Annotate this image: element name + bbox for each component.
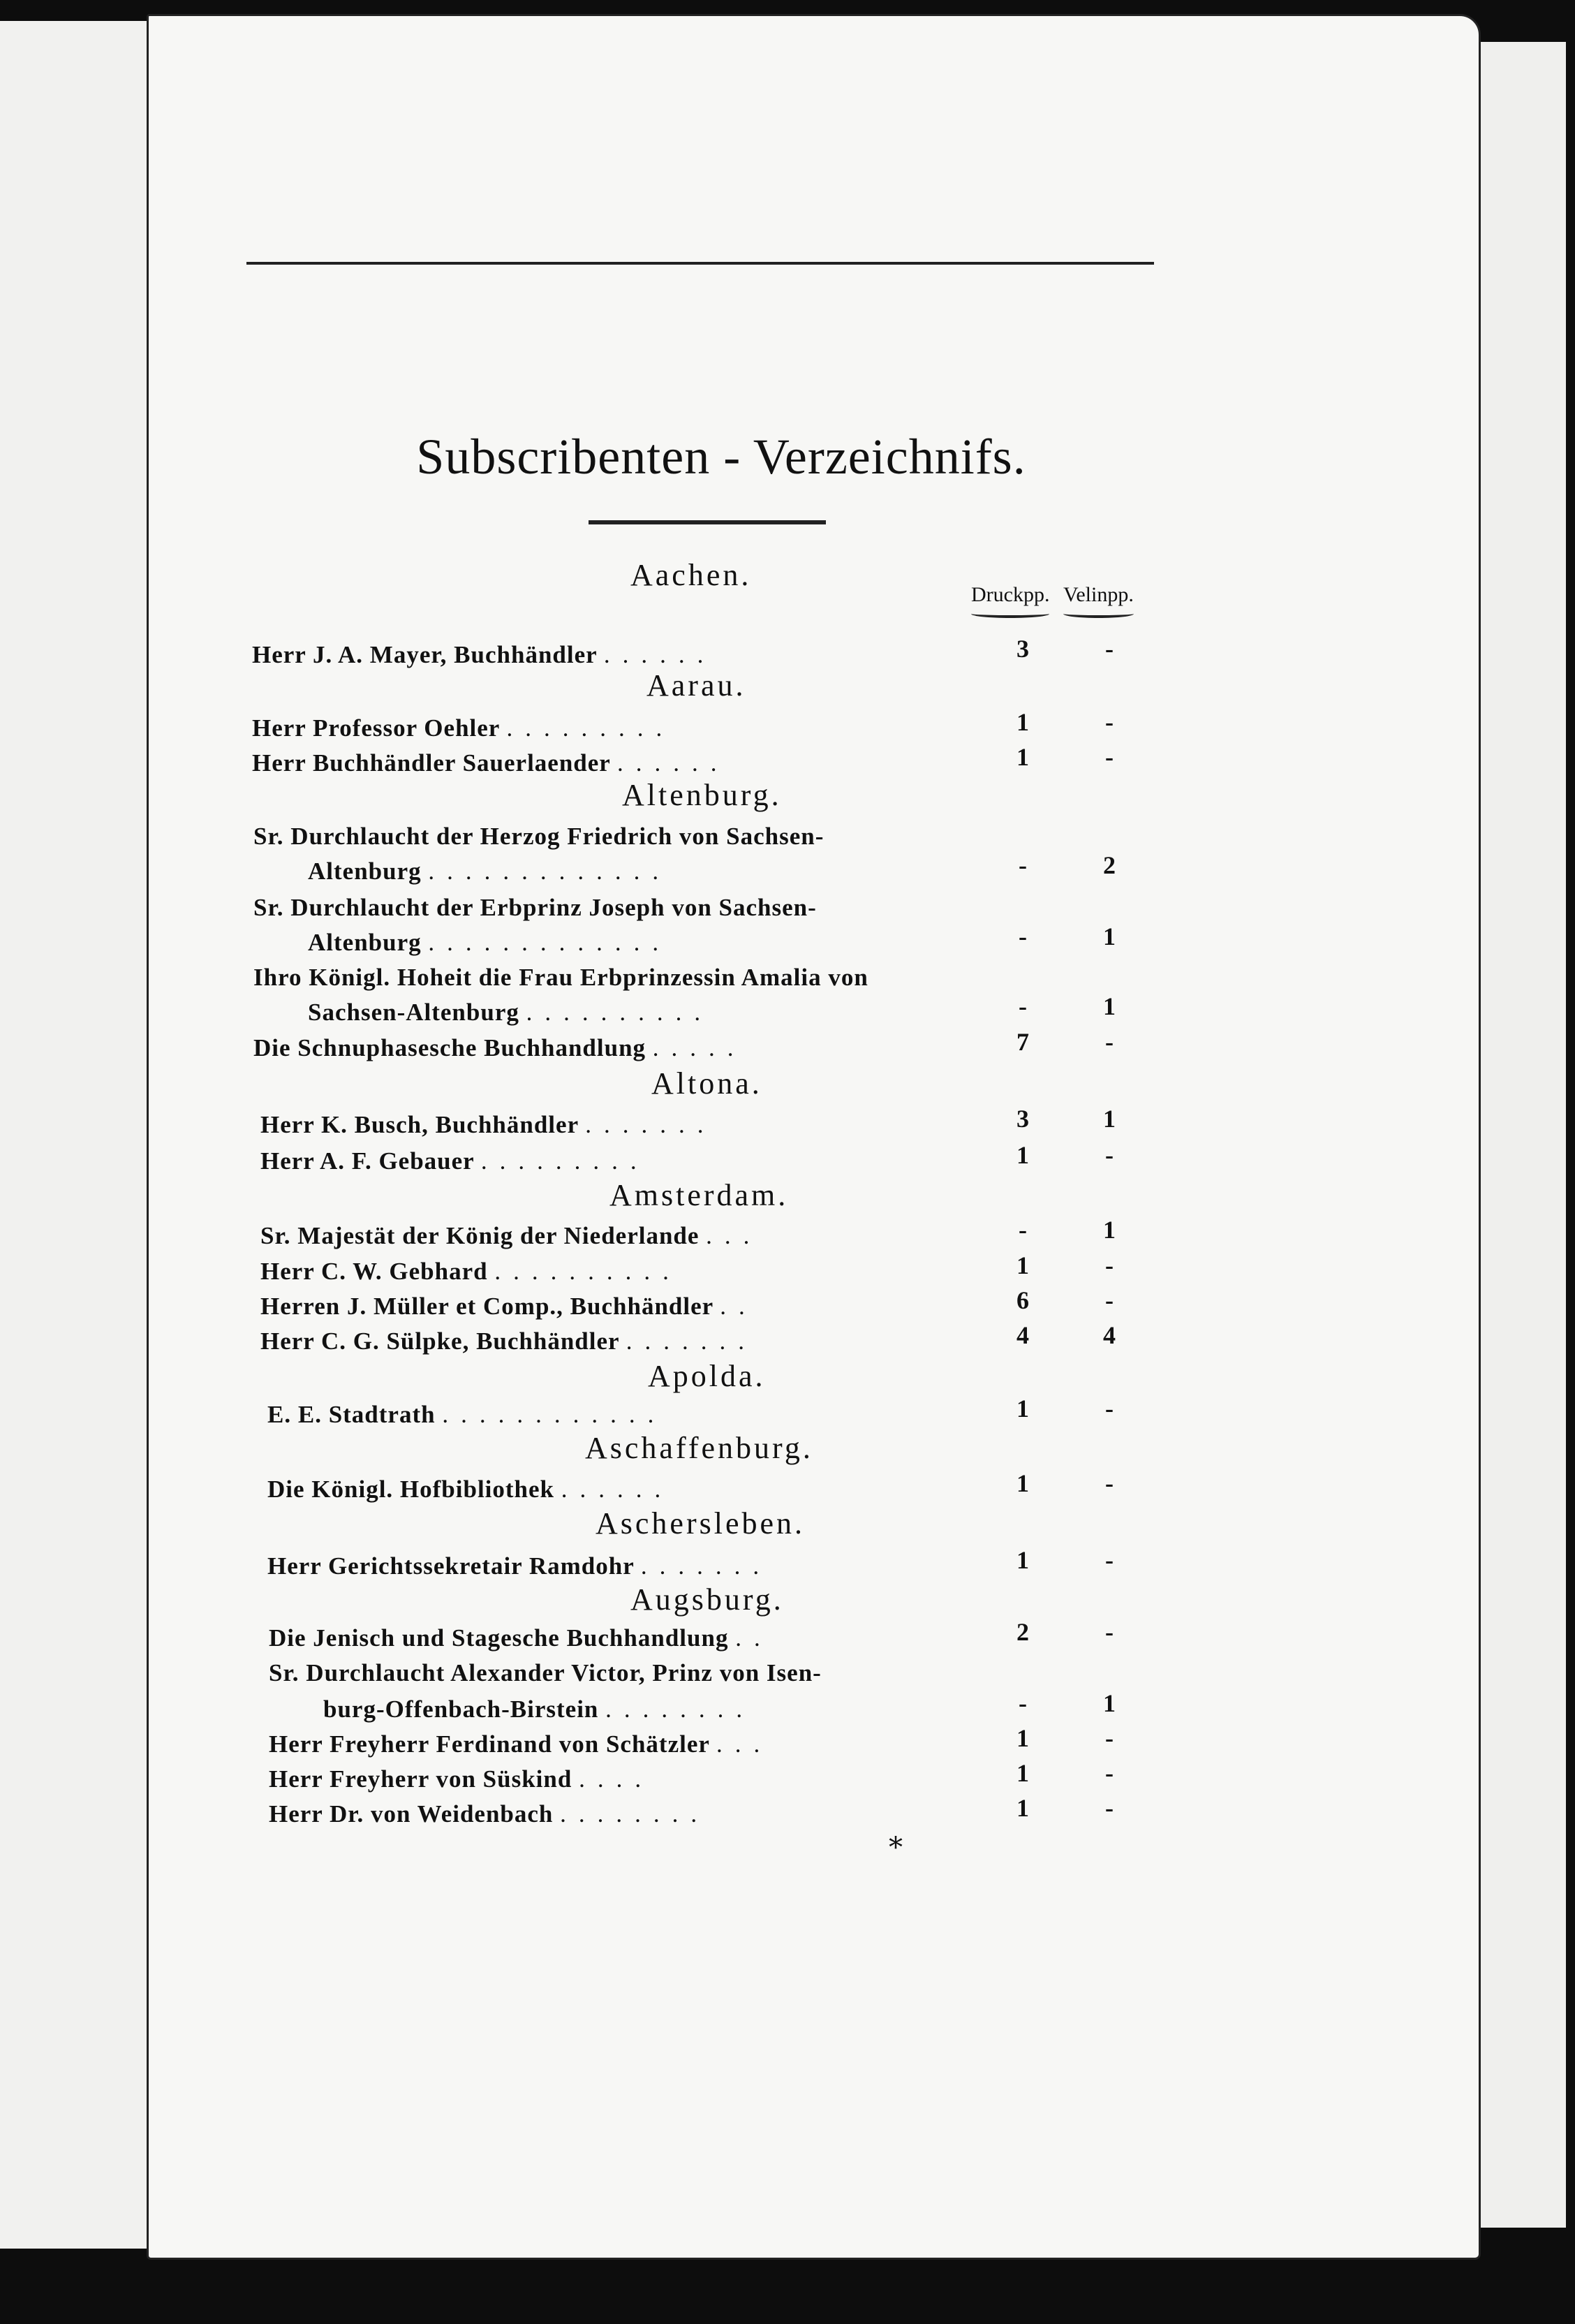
city-heading: Apolda. [648,1359,766,1393]
velin-count: 1 [1103,1216,1116,1244]
city-heading: Aschaffenburg. [585,1431,813,1465]
druck-count: 3 [1016,1105,1029,1133]
entry-line: Ihro Königl. Hoheit die Frau Erbprinzessin Amalia von [253,964,868,991]
velin-count: - [1105,1546,1114,1574]
entry-line: Herr C. G. Sülpke, Buchhändler ....... [260,1328,757,1355]
druck-count: 1 [1016,1141,1029,1169]
entry-line-continuation: Sachsen-Altenburg .......... [308,999,713,1026]
entry-line-continuation: burg-Offenbach-Birstein ........ [323,1696,755,1723]
velin-count: - [1105,708,1114,736]
velin-count: - [1105,1141,1114,1169]
next-page-edge [1466,42,1566,2228]
druck-count: 1 [1016,1724,1029,1752]
druck-count: - [1019,1216,1027,1244]
druck-count: - [1019,1689,1027,1717]
entry-line: Herr C. W. Gebhard .......... [260,1258,681,1285]
druck-count: 6 [1016,1286,1029,1314]
druck-count: 1 [1016,743,1029,771]
entry-line: Herr Gerichtssekretair Ramdohr ....... [267,1552,772,1580]
entry-line: Herr J. A. Mayer, Buchhändler ...... [252,641,716,668]
column-header-druck-label: Druckpp. [971,583,1050,606]
velin-count: - [1105,635,1114,663]
column-header-velin-label: Velinpp. [1063,583,1134,606]
velin-count: - [1105,1286,1114,1314]
entry-line: Die Königl. Hofbibliothek ...... [267,1476,674,1503]
velin-count: - [1105,1469,1114,1497]
entry-line: Herr Freyherr von Süskind .... [269,1765,654,1793]
city-heading: Aschersleben. [596,1506,806,1540]
city-heading: Altenburg. [622,778,782,812]
column-header-druck-swash [971,610,1049,618]
entry-line-continuation: Altenburg ............. [308,929,672,956]
entry-line: Sr. Durchlaucht der Erbprinz Joseph von Sachsen- [253,894,817,921]
book-page [147,14,1481,2260]
druck-count: - [1019,851,1027,879]
entry-line: Herr K. Busch, Buchhändler ....... [260,1111,716,1138]
column-header-velin-swash [1063,610,1134,618]
city-heading: Augsburg. [630,1582,784,1617]
title-rule [589,520,826,524]
velin-count: - [1105,1724,1114,1752]
top-rule [246,262,1154,265]
city-heading: Aarau. [646,668,746,703]
entry-line: Herr A. F. Gebauer ......... [260,1147,649,1175]
entry-line-continuation: Altenburg ............. [308,858,672,885]
velin-count: 2 [1103,851,1116,879]
velin-count: 4 [1103,1321,1116,1349]
column-header-druck [971,583,1049,618]
velin-count: 1 [1103,1689,1116,1717]
entry-line: Die Jenisch und Stagesche Buchhandlung .. [269,1624,773,1652]
entry-line: Herr Dr. von Weidenbach ........ [269,1800,710,1827]
velin-count: - [1105,1251,1114,1279]
entry-line: Sr. Durchlaucht Alexander Victor, Prinz von Isen- [269,1659,822,1686]
entry-line: Herren J. Müller et Comp., Buchhändler .. [260,1293,757,1320]
druck-count: 1 [1016,1794,1029,1822]
velin-count: - [1105,1794,1114,1822]
entry-line: Herr Buchhändler Sauerlaender ...... [252,749,730,777]
velin-count: 1 [1103,1105,1116,1133]
previous-page-edge [0,21,163,2249]
signature-mark: * [889,1832,903,1864]
entry-line: Herr Professor Oehler ......... [252,714,675,742]
velin-count: 1 [1103,992,1116,1020]
velin-count: 1 [1103,922,1116,950]
velin-count: - [1105,1759,1114,1787]
city-heading: Amsterdam. [609,1178,789,1212]
entry-line: E. E. Stadtrath ............ [267,1401,667,1428]
city-heading: Aachen. [630,558,752,592]
druck-count: 3 [1016,635,1029,663]
druck-count: 1 [1016,708,1029,736]
velin-count: - [1105,1395,1114,1422]
entry-line: Sr. Durchlaucht der Herzog Friedrich von Sachsen- [253,823,825,850]
druck-count: 1 [1016,1546,1029,1574]
druck-count: 1 [1016,1469,1029,1497]
velin-count: - [1105,1028,1114,1056]
entry-line: Herr Freyherr Ferdinand von Schätzler ... [269,1730,773,1758]
druck-count: 1 [1016,1251,1029,1279]
druck-count: 4 [1016,1321,1029,1349]
druck-count: 2 [1016,1618,1029,1646]
column-header-velin [1063,583,1134,618]
velin-count: - [1105,1618,1114,1646]
druck-count: - [1019,922,1027,950]
page-title: Subscribenten - Verzeichnifs. [416,429,1026,485]
druck-count: 1 [1016,1395,1029,1422]
druck-count: - [1019,992,1027,1020]
city-heading: Altona. [651,1066,762,1101]
entry-line: Sr. Majestät der König der Niederlande ... [260,1222,762,1249]
druck-count: 7 [1016,1028,1029,1056]
entry-line: Die Schnuphasesche Buchhandlung ..... [253,1034,746,1061]
velin-count: - [1105,743,1114,771]
druck-count: 1 [1016,1759,1029,1787]
